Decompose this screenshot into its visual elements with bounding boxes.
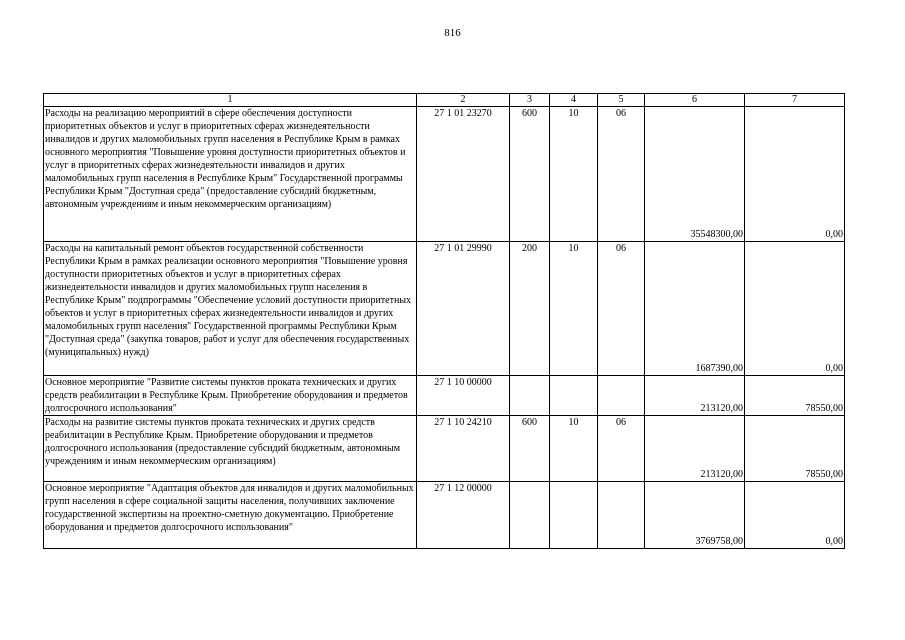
row-kvr: 200 [510, 242, 550, 376]
row-pr: 06 [598, 107, 645, 242]
row-sum-7: 0,00 [745, 107, 845, 242]
budget-table [43, 93, 845, 549]
row-name: Расходы на капитальный ремонт объектов государственной собственности Республики Крым в рамках реализации основного мероприятия "Повышение уровня доступности приоритетных объектов и услуг в приоритетных сферах жизнедеятельности инвалидов и других маломобильных групп населения в Республике Крым" подпрограммы "Обеспечение условий доступности приоритетных объектов и услуг в приоритетных сферах жизнедеятельности инвалидов и других маломобильных групп населения" Государственной программы Республики Крым "Доступная среда" (закупка товаров, работ и услуг для обеспечения государственных (муниципальных) нужд) [44, 242, 417, 376]
row-sum-7: 78550,00 [745, 416, 845, 482]
row-rz: 10 [550, 107, 598, 242]
table-row [44, 242, 845, 376]
row-sum-6: 1687390,00 [645, 242, 745, 376]
row-rz [550, 482, 598, 549]
header-cell-7: 7 [745, 94, 845, 107]
row-rz [550, 376, 598, 416]
header-cell-3: 3 [510, 94, 550, 107]
header-cell-5: 5 [598, 94, 645, 107]
header-row [44, 94, 845, 107]
table-row [44, 416, 845, 482]
row-name: Основное мероприятие "Развитие системы пунктов проката технических и других средств реабилитации в Республике Крым. Приобретение оборудования и предметов долгосрочного использования" [44, 376, 417, 416]
row-pr [598, 376, 645, 416]
table-row [44, 482, 845, 549]
row-code: 27 1 01 29990 [417, 242, 510, 376]
row-sum-6: 35548300,00 [645, 107, 745, 242]
table-row [44, 107, 845, 242]
row-sum-7: 0,00 [745, 242, 845, 376]
table-row [44, 376, 845, 416]
row-sum-6: 213120,00 [645, 416, 745, 482]
row-pr [598, 482, 645, 549]
row-code: 27 1 12 00000 [417, 482, 510, 549]
header-cell-2: 2 [417, 94, 510, 107]
row-kvr [510, 376, 550, 416]
row-name: Основное мероприятие "Адаптация объектов для инвалидов и других маломобильных групп населения в сфере социальной защиты населения, получивших заключение государственной экспертизы на проектно-сметную документацию. Приобретение оборудования и предметов долгосрочного использования" [44, 482, 417, 549]
header-cell-1: 1 [44, 94, 417, 107]
row-rz: 10 [550, 242, 598, 376]
header-cell-6: 6 [645, 94, 745, 107]
row-sum-6: 3769758,00 [645, 482, 745, 549]
row-code: 27 1 10 24210 [417, 416, 510, 482]
row-pr: 06 [598, 416, 645, 482]
row-name: Расходы на развитие системы пунктов проката технических и других средств реабилитации в Республике Крым. Приобретение оборудования и предметов долгосрочного использования (предоставление субсидий бюджетным, автономным учреждениям и иным некоммерческим организациям) [44, 416, 417, 482]
row-sum-7: 78550,00 [745, 376, 845, 416]
row-code: 27 1 01 23270 [417, 107, 510, 242]
row-kvr: 600 [510, 416, 550, 482]
page-number: 816 [444, 27, 461, 39]
row-sum-7: 0,00 [745, 482, 845, 549]
row-sum-6: 213120,00 [645, 376, 745, 416]
row-code: 27 1 10 00000 [417, 376, 510, 416]
row-kvr [510, 482, 550, 549]
row-rz: 10 [550, 416, 598, 482]
row-kvr: 600 [510, 107, 550, 242]
row-pr: 06 [598, 242, 645, 376]
row-name: Расходы на реализацию мероприятий в сфере обеспечения доступности приоритетных объектов и услуг в приоритетных сферах жизнедеятельности инвалидов и других маломобильных групп населения в Республике Крым в рамках основного мероприятия "Повышение уровня доступности приоритетных объектов и услуг в приоритетных сферах жизнедеятельности инвалидов и других маломобильных групп населения в Республике Крым" Государственной программы Республики Крым "Доступная среда" (предоставление субсидий бюджетным, автономным учреждениям и иным некоммерческим организациям) [44, 107, 417, 242]
header-cell-4: 4 [550, 94, 598, 107]
